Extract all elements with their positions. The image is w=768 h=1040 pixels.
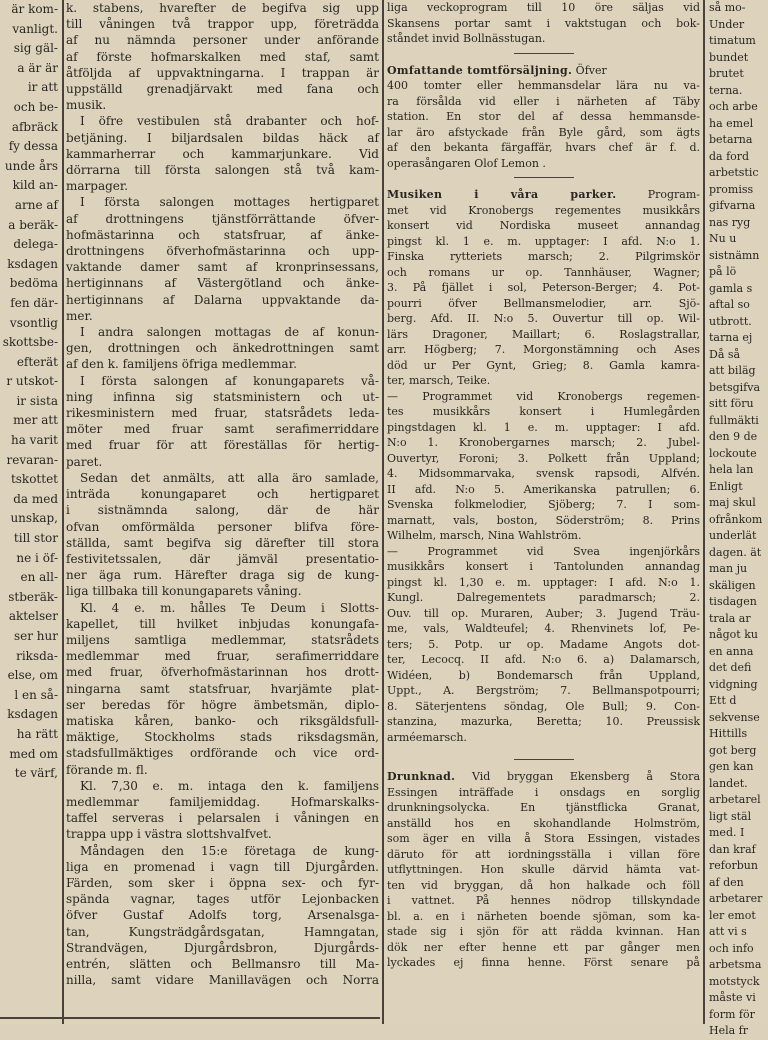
middle-text-line: ningarna samt statsfruar, hvarjämte plat- xyxy=(66,681,379,696)
far-text-line: måste vi xyxy=(709,991,756,1004)
middle-text-line: betjäning. I biljardsalen bildas häck af xyxy=(66,130,379,145)
left-text-line: sig gäl- xyxy=(13,41,58,56)
musik-text-line: Wilhelm, marsch, Nina Wahlström. xyxy=(387,529,582,542)
middle-text-line: vaktande damer samt af kronprinsessans, xyxy=(66,260,379,275)
section-separator xyxy=(514,759,574,760)
left-text-line: fy dessa xyxy=(8,139,58,154)
musik-text-line: Finska rytteriets marsch; 2. Pilgrimskör xyxy=(387,250,700,263)
middle-text-line: medlemmar med fruar, serafimerriddare xyxy=(66,649,379,664)
middle-text-line: mer. xyxy=(66,308,93,323)
tomt-headline-line xyxy=(387,63,700,79)
middle-text-line: tan, Kungsträdgårdsgatan, Hamngatan, xyxy=(66,924,379,939)
left-text-line: skottsbe- xyxy=(2,335,58,350)
tomt-article xyxy=(387,63,700,172)
left-text-line: ksdagen xyxy=(7,707,58,722)
far-text-line: den 9 de xyxy=(709,430,758,443)
section-separator xyxy=(514,177,574,178)
middle-text-line: uppställd grenadjärvakt med fana och xyxy=(66,82,379,97)
left-column xyxy=(0,0,60,784)
middle-text-line: Strandvägen, Djurgårdsbron, Djurgårds- xyxy=(66,940,379,955)
far-text-line: ligt stäl xyxy=(709,809,752,823)
far-text-line: något ku xyxy=(709,628,758,641)
far-text-line: gen kan xyxy=(709,760,754,773)
middle-text-line: medlemmar familjemiddag. Hofmarskalks- xyxy=(66,794,379,809)
far-text-line: got berg xyxy=(709,743,757,757)
far-text-line: Hela fr xyxy=(709,1024,749,1037)
far-text-line: sistnämn xyxy=(709,248,760,262)
far-text-line: lockoute xyxy=(709,446,757,460)
drunk-text-line: drunkningsolycka. En tjänstflicka Granat, xyxy=(387,801,700,814)
middle-text-line: liga en promenad i vagn till Djurgården. xyxy=(66,859,379,874)
drunk-text-line: bl. a. en i närheten boende sjöman, som ka- xyxy=(387,909,700,923)
left-text-line: ne i öf- xyxy=(16,550,58,565)
drunk-text-line: ten vid bryggan, då hon halkade och föll xyxy=(387,878,700,892)
middle-text-line: ning infinna sig statsministern och ut- xyxy=(66,389,379,404)
far-text-line: vidgning xyxy=(709,677,758,691)
musik-text-line: 8. Säterjentens söndag, Ole Bull; 9. Con- xyxy=(387,699,700,713)
left-text-line: mer att xyxy=(13,413,58,428)
far-text-line: så mo- xyxy=(709,1,746,14)
far-text-line: Under xyxy=(709,17,745,31)
left-text-line: stberäk- xyxy=(8,589,58,604)
middle-paragraph xyxy=(66,843,379,989)
left-text-line: är kom- xyxy=(11,2,58,16)
far-text-line: sekvense xyxy=(709,710,760,724)
middle-text-line: festivitetssalen, där jämväl presentatio- xyxy=(66,551,379,566)
musik-text-line: stanzina, mazurka, Beretta; 10. Preussisk xyxy=(387,715,700,728)
middle-text-line: entrén, slätten och Bellmansro till Ma- xyxy=(66,956,379,971)
far-text-line: brutet xyxy=(709,67,744,80)
middle-text-line: inträda konungaparet och hertigparet xyxy=(66,487,379,502)
drunk-heading: Drunknad. xyxy=(387,770,456,783)
middle-text-line: Måndagen den 15:e företaga de kung- xyxy=(80,843,379,858)
left-text-line: till stor xyxy=(13,531,58,546)
middle-text-line: musik. xyxy=(66,98,107,113)
left-text-line: a beräk- xyxy=(8,217,58,232)
far-text-line: att vi s xyxy=(709,925,747,938)
far-text-line: det defi xyxy=(709,661,752,674)
middle-text-line: nilla, samt vidare Manillavägen och Norra xyxy=(66,973,379,988)
tomt-text-line: station. En stor del af dessa hemmansde- xyxy=(387,110,700,123)
musik-text-line: konsert vid Nordiska museet annandag xyxy=(387,219,700,232)
far-text-line: landet. xyxy=(709,776,748,790)
middle-text-line: ner äga rum. Härefter draga sig de kung- xyxy=(66,568,379,583)
drunk-text-line: lyckades ej finna henne. Först senare på xyxy=(387,956,700,969)
middle-text-line: stadsfullmäktiges ordförande och vice ord- xyxy=(66,746,379,761)
middle-text-line: med fruar för att föreställas för hertig- xyxy=(66,438,379,453)
middle-text-line: taffel serveras i pelarsalen i våningen en xyxy=(66,811,379,826)
musik-text-line: — Programmet vid Kronobergs regemen- xyxy=(387,389,700,403)
intro-text-line: Skansens portar samt i vaktstugan och bok- xyxy=(387,16,700,30)
musik-text-line: marnatt, vals, boston, Söderström; 8. Prins xyxy=(387,513,700,527)
musik-text-line: 4. Midsommarvaka, svensk rapsodi, Alfvén. xyxy=(387,467,700,480)
middle-paragraph xyxy=(66,194,379,324)
far-text-line: hela lan xyxy=(709,463,754,476)
far-text-line: terna. xyxy=(709,83,743,97)
middle-text-line: Färden, som sker i öppna sex- och fyr- xyxy=(66,875,379,890)
musik-text-line: pingstdagen kl. 1 e. m. upptager: I afd. xyxy=(387,420,700,434)
far-text-line: och info xyxy=(709,941,754,955)
middle-text-line: I första salongen mottages hertigparet xyxy=(80,195,379,210)
far-text-line: arbetsma xyxy=(709,958,762,971)
middle-text-line: möter med fruar samt serafimerriddare xyxy=(66,422,379,437)
left-text-line: vanligt. xyxy=(12,21,58,36)
musik-text-line: II afd. N:o 5. Amerikanska patrullen; 6. xyxy=(387,482,700,496)
musik-text-line: arméemarsch. xyxy=(387,730,467,744)
intro-text-line: liga veckoprogram till 10 öre säljas vid xyxy=(387,1,700,14)
left-text-line: vsontlig xyxy=(9,315,58,330)
tomt-first-text: Öfver xyxy=(575,63,607,77)
middle-text-line: mäktige, Stockholms stads riksdagsmän, xyxy=(66,730,379,745)
far-text-line: arbetarel xyxy=(709,793,761,806)
middle-text-line: paret. xyxy=(66,454,103,469)
musik-text-line: 3. På fjället i sol, Peterson-Berger; 4. Pot- xyxy=(387,281,700,294)
musik-headline-line xyxy=(387,187,700,203)
middle-text-line: spända vagnar, tages utför Lejonbacken xyxy=(66,892,379,907)
far-text-line: Enligt xyxy=(709,479,743,493)
far-text-line: dagen. ät xyxy=(709,545,762,559)
left-text-line: aktelser xyxy=(8,609,58,624)
left-text-line: ir sista xyxy=(16,393,58,408)
middle-text-line: Kl. 7,30 e. m. intaga den k. familjens xyxy=(80,778,379,793)
middle-text-line: ser beredas för högre ämbetsmän, diplo- xyxy=(66,697,379,712)
far-text-line: en anna xyxy=(709,644,754,658)
far-text-line: motstyck xyxy=(709,974,760,988)
drunk-article xyxy=(387,769,700,971)
middle-text-line: af drottningens tjänstförrättande öfver- xyxy=(66,211,379,226)
musik-text-line: met vid Kronobergs regementes musikkårs xyxy=(387,203,700,217)
left-text-line: unde års xyxy=(4,158,58,173)
middle-text-line: Kl. 4 e. m. hålles Te Deum i Slotts- xyxy=(80,600,379,615)
far-text-line: gamla s xyxy=(709,281,753,295)
musik-text-line: arr. Högberg; 7. Morgonstämning och Ases xyxy=(387,343,700,356)
far-text-line: dan kraf xyxy=(709,842,756,856)
far-text-line: underlät xyxy=(709,529,757,542)
musik-text-line: musikkårs konsert i Tantolunden annandag xyxy=(387,560,700,573)
far-text-line: bundet xyxy=(709,50,749,64)
middle-text-line: trappa upp i västra slottshvalfvet. xyxy=(66,827,272,842)
middle-text-line: I andra salongen mottagas de af konun- xyxy=(80,325,379,340)
far-text-line: gifvarna xyxy=(709,199,756,212)
middle-text-line: till våningen två trappor upp, företrädda xyxy=(66,17,379,32)
far-text-line: ofrånkom xyxy=(709,512,763,526)
column-rule-1 xyxy=(62,0,64,1024)
far-text-line: maj skul xyxy=(709,496,756,509)
far-text-line: sitt föru xyxy=(709,397,754,410)
left-text-line: arne af xyxy=(14,197,58,212)
tomt-text-line: af den bekanta färgaffär, hvars chef är f. d. xyxy=(387,141,700,154)
bottom-rule xyxy=(0,1017,380,1019)
middle-text-line: af nu nämnda personer under anförande xyxy=(66,33,379,48)
left-text-line: afbräck xyxy=(11,119,58,134)
far-text-line: skäligen xyxy=(709,578,756,592)
tomt-text-line: operasångaren Olof Lemon . xyxy=(387,156,546,170)
far-text-line: utbrott. xyxy=(709,314,752,328)
middle-text-line: drottningens öfverhofmästarinna och upp- xyxy=(66,244,379,259)
left-text-line: efterät xyxy=(16,354,58,369)
musik-text-line: pingst kl. 1,30 e. m. upptager: I afd. N:o 1. xyxy=(387,575,700,589)
drunk-text-line: som äger en villa å Stora Essingen, vistades xyxy=(387,832,700,845)
middle-text-line: af den k. familjens öfriga medlemmar. xyxy=(66,357,297,372)
drunk-text-line: stade sig i sjön för att rädda kvinnan. Han xyxy=(387,925,700,938)
musik-article xyxy=(387,187,700,745)
musik-text-line: Widéen, b) Bondemarsch från Uppland, xyxy=(387,668,700,682)
far-text-line: med. I xyxy=(709,826,745,839)
far-text-line: timatum xyxy=(709,34,756,47)
far-text-line: promiss xyxy=(709,182,754,196)
left-text-line: ha varit xyxy=(10,433,58,448)
left-text-line: och be- xyxy=(13,99,58,114)
far-text-line: betsgifva xyxy=(709,380,761,394)
left-text-line: en all- xyxy=(20,570,58,585)
middle-paragraph xyxy=(66,600,379,778)
far-text-line: arbetarer xyxy=(709,892,763,905)
left-text-line: a är är xyxy=(17,60,58,75)
musik-text-line: lärs Dragoner, Maillart; 6. Roslagstrallar, xyxy=(387,327,700,341)
middle-text-line: hertiginnans af Dalarna uppvaktande da- xyxy=(66,292,379,307)
musik-text-line: pingst kl. 1 e. m. upptager: I afd. N:o 1. xyxy=(387,234,700,248)
middle-text-line: i sistnämnda salong, där de här xyxy=(66,503,379,518)
musik-text-line: Ouv. till op. Muraren, Auber; 3. Jugend Träu- xyxy=(387,606,700,620)
musik-text-line: död ur Per Gynt, Grieg; 8. Gamla kamra- xyxy=(387,358,700,372)
drunk-first-text: Vid bryggan Ekensberg å Stora xyxy=(472,770,700,783)
far-text-line: form för xyxy=(709,1007,755,1021)
far-text-line: Ett d xyxy=(709,694,737,707)
tomt-text-line: lar äro afstyckade från Byle gård, som ägts xyxy=(387,125,700,139)
far-text-line: ha emel xyxy=(709,116,754,130)
middle-text-line: af förste hofmarskalken med staf, samt xyxy=(66,49,379,64)
far-text-line: Då så xyxy=(709,347,741,361)
middle-text-line: I första salongen af konungaparets vå- xyxy=(80,373,379,388)
left-text-line: ksdagen xyxy=(7,256,58,271)
musik-text-line: — Programmet vid Svea ingenjörkårs xyxy=(387,544,700,558)
musik-heading: Musiken i våra parker. xyxy=(387,188,617,201)
left-text-line: med om xyxy=(9,746,58,761)
middle-paragraph xyxy=(66,778,379,843)
drunk-text-line: dök ner efter henne ett par gånger men xyxy=(387,940,700,954)
left-text-line: fen där- xyxy=(10,295,58,310)
middle-text-line: gen, drottningen och änkedrottningen samt xyxy=(66,341,379,356)
middle-text-line: Sedan det anmälts, att alla äro samlade, xyxy=(80,470,379,485)
musik-text-line: berg. Afd. II. N:o 5. Ouvertur till op. Wil- xyxy=(387,312,700,325)
left-text-line: ha rätt xyxy=(16,726,58,741)
middle-text-line: hofmästarinna och statsfruar, af änke- xyxy=(66,227,379,242)
middle-text-line: kammarherrar och kammarjunkare. Vid xyxy=(66,146,379,161)
far-text-line: da ford xyxy=(709,149,750,163)
middle-text-line: öfver Gustaf Adolfs torg, Arsenalsga- xyxy=(66,908,379,923)
tomt-text-line: ra försålda vid eller i närheten af Täby xyxy=(387,94,700,108)
left-text-line: else, om xyxy=(7,668,58,683)
middle-text-line: hertiginnans af Västergötland och änke- xyxy=(66,276,379,291)
far-text-line: trala ar xyxy=(709,611,751,625)
right-column xyxy=(387,0,700,971)
far-text-line: Hittills xyxy=(709,727,748,740)
far-text-line: nas ryg xyxy=(709,215,751,229)
column-rule-3 xyxy=(703,0,705,1024)
left-text-line: kild an- xyxy=(12,178,58,193)
middle-text-line: rikesministern med fruar, statsrådets leda- xyxy=(66,406,379,421)
far-text-line: på lö xyxy=(709,265,737,278)
middle-paragraph xyxy=(66,373,379,470)
far-text-line: aftal so xyxy=(709,298,750,311)
musik-text-line: Kungl. Dalregementets paradmarsch; 2. xyxy=(387,591,700,604)
middle-text-line: ställda, samt begifva sig därefter till stora xyxy=(66,535,379,550)
middle-text-line: med fruar, öfverhofmästarinnan hos drott- xyxy=(66,665,379,680)
left-text-line: l en så- xyxy=(14,687,58,702)
left-text-line: da med xyxy=(13,491,58,506)
far-text-line: att biläg xyxy=(709,364,756,377)
middle-text-line: marpager. xyxy=(66,179,129,194)
far-text-line: arbetstic xyxy=(709,166,759,179)
musik-text-line: ters; 5. Potp. ur op. Madame Angots dot- xyxy=(387,637,700,651)
left-text-line: unskap, xyxy=(10,511,58,526)
far-text-line: reforbun xyxy=(709,859,758,872)
middle-text-line: liga tillbaka till konungaparets våning. xyxy=(66,584,302,599)
middle-text-line: kapellet, till hvilket inbjudas konungafa- xyxy=(66,616,379,631)
tomt-text-line: 400 tomter eller hemmansdelar lära nu va- xyxy=(387,79,700,92)
musik-first-text: Program- xyxy=(647,188,700,201)
middle-paragraph xyxy=(66,113,379,194)
far-text-line: tarna ej xyxy=(709,331,753,344)
drunk-text-line: i vattnet. På hennes nödrop tillskyndade xyxy=(387,894,700,907)
far-text-line: ler emot xyxy=(709,908,756,922)
musik-text-line: ter, Lecocq. II afd. N:o 6. a) Dalamarsch, xyxy=(387,653,700,666)
drunk-headline-line xyxy=(387,769,700,785)
musik-text-line: me, vals, Waldteufel; 4. Rhenvinets lof, Pe- xyxy=(387,622,700,635)
drunk-text-line: Essingen inträffade i onsdags en sorglig xyxy=(387,785,700,799)
middle-column xyxy=(66,0,379,988)
drunk-text-line: däruto för att iordningsställa i villan före xyxy=(387,847,700,861)
middle-text-line: förande m. fl. xyxy=(66,762,148,777)
musik-text-line: pourri öfver Bellmansmelodier, arr. Sjö- xyxy=(387,296,700,310)
musik-text-line: ter, marsch, Teike. xyxy=(387,374,491,387)
far-text-line: betarna xyxy=(709,133,753,146)
far-text-line: fullmäkti xyxy=(709,413,759,427)
left-text-line: bedöma xyxy=(9,276,58,291)
musik-text-line: Svenska folkmelodier, Sjöberg; 7. I som- xyxy=(387,498,700,511)
far-text-line: man ju xyxy=(709,562,748,575)
musik-text-line: Uppt., A. Bergström; 7. Bellmanspotpourri; xyxy=(387,684,700,697)
left-text-line: riksda- xyxy=(16,648,58,663)
far-text-line: tisdagen xyxy=(709,595,757,608)
left-text-line: tskottet xyxy=(10,472,58,487)
middle-text-line: I öfre vestibulen stå drabanter och hof- xyxy=(80,114,379,129)
left-text-line: r utskot- xyxy=(6,374,58,389)
intro-paragraph xyxy=(387,0,700,47)
tomt-heading: Omfattande tomtförsäljning. xyxy=(387,63,573,77)
musik-text-line: Ouvertyr, Foroni; 3. Polkett från Uppland; xyxy=(387,451,700,465)
middle-text-line: åtföljda af uppvaktningarna. I trappan är xyxy=(66,65,379,80)
far-text-line: af den xyxy=(709,875,744,889)
drunk-text-line: anställd hos en skohandlande Holmström, xyxy=(387,816,700,830)
column-rule-2 xyxy=(382,0,384,1024)
middle-text-line: miljens samtliga medlemmar, statsrådets xyxy=(66,632,379,647)
musik-text-line: och romans ur op. Tannhäuser, Wagner; xyxy=(387,265,700,279)
drunk-text-line: utflyttningen. Hon skulle därvid hämta vat- xyxy=(387,863,700,876)
middle-text-line: dörrarna till första salongen stå två kam- xyxy=(66,163,379,178)
middle-paragraph xyxy=(66,470,379,600)
left-text-line: delega- xyxy=(13,237,58,252)
left-text-line: te värf, xyxy=(14,766,58,781)
far-text-line: och arbe xyxy=(709,100,758,113)
middle-paragraph xyxy=(66,0,379,113)
middle-paragraph xyxy=(66,324,379,373)
left-text-line: ir att xyxy=(27,80,58,95)
intro-text-line: ståndet invid Bollnässtugan. xyxy=(387,32,546,45)
middle-text-line: k. stabens, hvarefter de begifva sig upp xyxy=(66,1,379,15)
left-text-line: revaran- xyxy=(6,452,58,467)
far-text-line: Nu u xyxy=(709,232,737,245)
middle-text-line: ofvan omförmälda personer blifva före- xyxy=(66,519,379,534)
section-separator xyxy=(514,53,574,54)
far-right-column xyxy=(706,0,768,1040)
musik-text-line: tes musikkårs konsert i Humlegården xyxy=(387,405,700,418)
left-text-line: ser hur xyxy=(13,629,58,643)
middle-text-line: matiska kåren, banko- och riksgäldsfull- xyxy=(66,713,379,728)
musik-text-line: N:o 1. Kronobergarnes marsch; 2. Jubel- xyxy=(387,436,700,449)
